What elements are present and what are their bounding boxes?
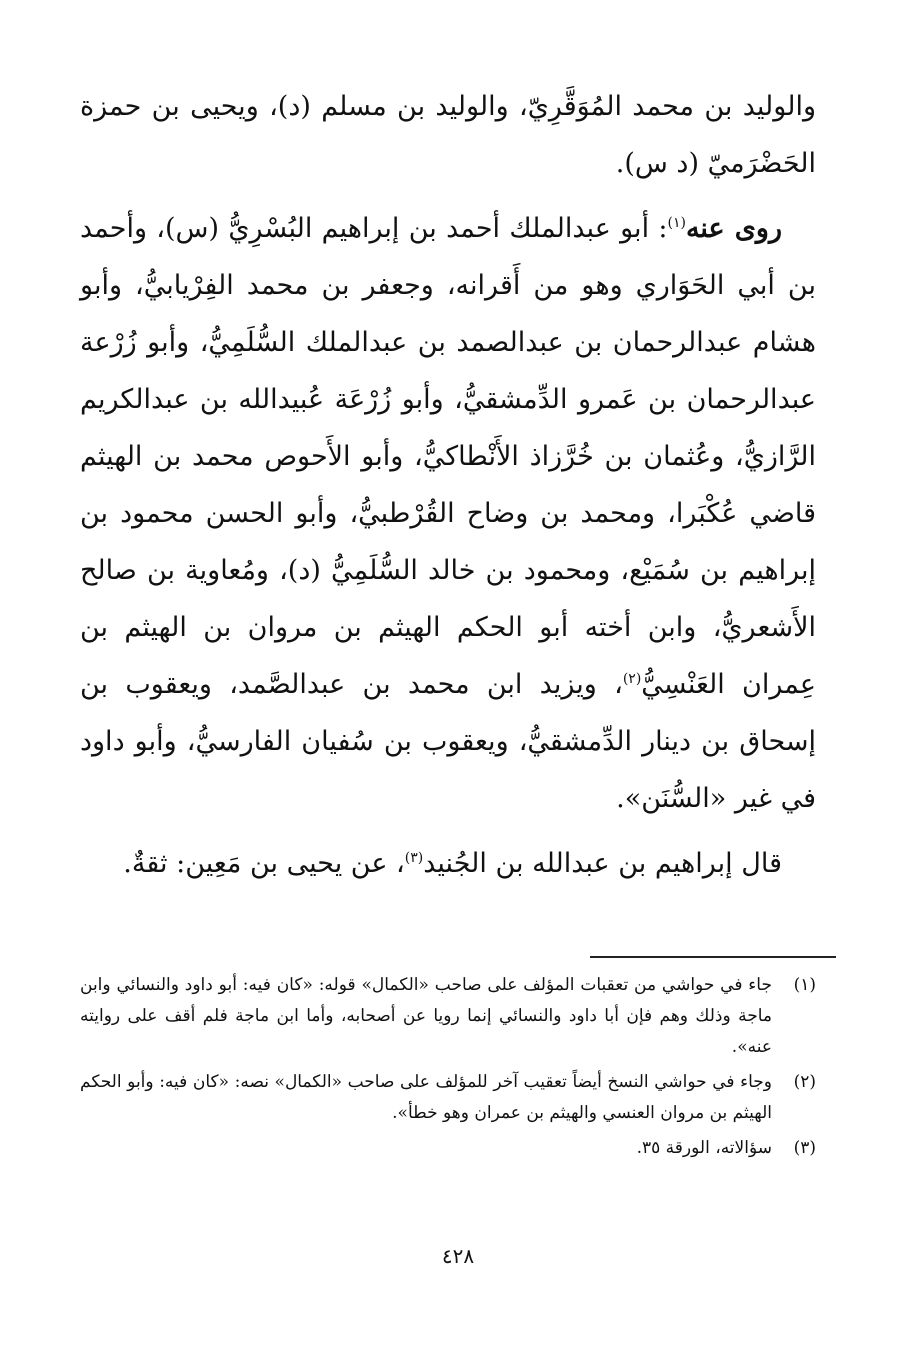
- intro-paragraph: والوليد بن محمد المُوَقَّرِيّ، والوليد بن مسلم (د)، ويحيى بن حمزة الحَضْرَميّ (د س).: [80, 91, 816, 179]
- quote-paragraph: [80, 835, 816, 892]
- footnote-ref-3[interactable]: (٣): [404, 850, 424, 866]
- narrators-lead: روى عنه: [685, 213, 782, 244]
- footnote-ref-1[interactable]: (١): [667, 215, 686, 231]
- page-body: [80, 78, 816, 892]
- footnote-text: وجاء في حواشي النسخ أيضاً تعقيب آخر للمؤلف على صاحب «الكمال» نصه: «كان فيه: وأبو الحكم الهيثم بن مروان العنسي والهيثم بن عمران وهو خطأ».: [80, 1072, 772, 1123]
- footnote-3: [80, 1133, 816, 1164]
- footnote-number: (١): [793, 975, 816, 995]
- footnote-text: جاء في حواشي من تعقبات المؤلف على صاحب «الكمال» قوله: «كان فيه: أبو داود والنسائي وابن ماجة وذلك وهم فإن أبا داود والنسائي إنما رويا عن أصحابه، وأما ابن ماجة فلم أقف على روايته عنه».: [80, 975, 772, 1057]
- footnote-2: [80, 1067, 816, 1129]
- footnotes: [80, 970, 816, 1168]
- main-text: [80, 78, 816, 892]
- narrators-text: : أبو عبدالملك أحمد بن إبراهيم البُسْرِيُّ (س)، وأحمد بن أبي الحَوَاري وهو من أَقرانه، وجعفر بن محمد الفِرْيابيُّ، وأبو هشام عبدالرحمان بن عبدالصمد بن عبدالملك السُّلَمِيُّ، وأبو زُرْعة عبدالرحمان بن عَمرو الدِّمشقيُّ، وأبو زُرْعَة عُبيدالله بن عبدالكريم الرَّازيُّ، وعُثمان بن خُرَّزاذ الأَنْطاكيُّ، وأبو الأَحوص محمد بن الهيثم قاضي عُكْبَرا، ومحمد بن وضاح القُرْطبيُّ، وأبو الحسن محمود بن إبراهيم بن سُمَيْع، ومحمود بن خالد السُّلَمِيُّ (د)، ومُعاوية بن صالح الأَشعريُّ، وابن أخته أبو الحكم الهيثم بن مروان بن الهيثم بن عِمران العَنْسِيُّ: [80, 213, 816, 700]
- footnote-1: [80, 970, 816, 1063]
- narrators-paragraph: [80, 200, 816, 827]
- footnote-text: سؤالاته، الورقة ٣٥.: [636, 1138, 772, 1158]
- quote-text: قال إبراهيم بن عبدالله بن الجُنيد: [423, 848, 782, 879]
- footnote-divider: [590, 956, 836, 958]
- quote-text-continued: ، عن يحيى بن مَعِين: ثقةٌ.: [123, 848, 405, 879]
- footnote-ref-2[interactable]: (٢): [622, 671, 642, 687]
- footnote-number: (٢): [793, 1072, 816, 1092]
- narrators-text-continued: ، ويزيد ابن محمد بن عبدالصَّمد، ويعقوب بن إسحاق بن دينار الدِّمشقيُّ، ويعقوب بن سُفيان الفارسيُّ، وأبو داود في غير «السُّنَن».: [80, 669, 816, 814]
- page-number: ٤٢٨: [441, 1244, 475, 1268]
- footnote-number: (٣): [793, 1138, 816, 1158]
